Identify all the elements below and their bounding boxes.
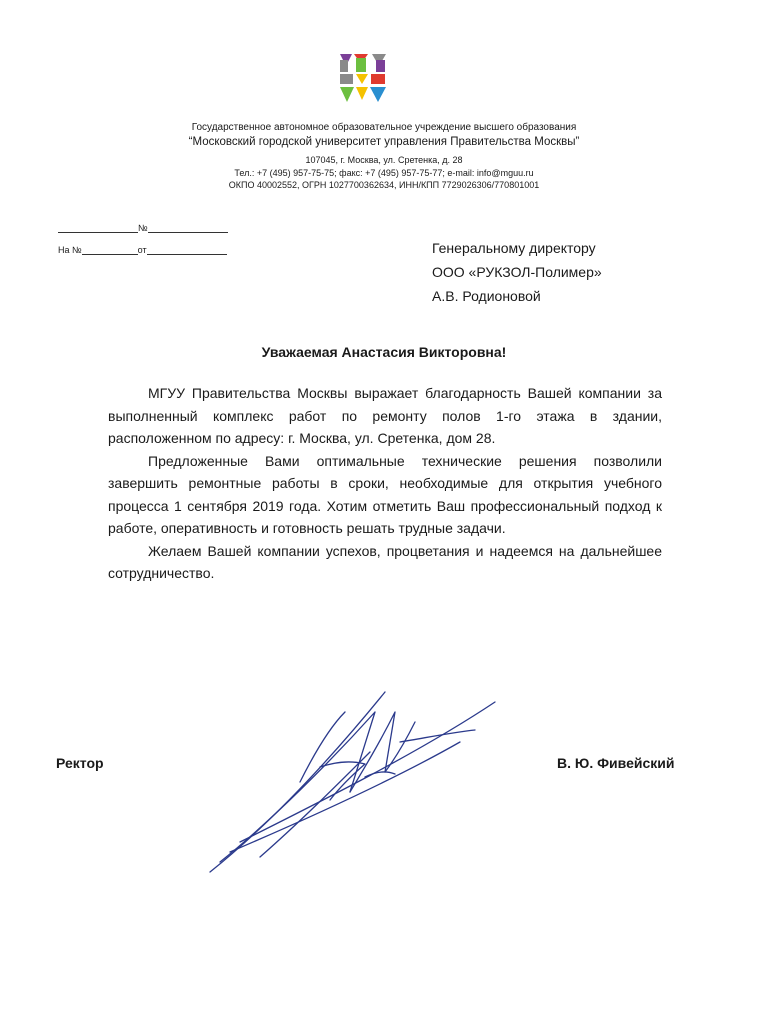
from-label: от xyxy=(137,245,147,255)
outgoing-date-line xyxy=(58,222,138,233)
letter-body xyxy=(108,382,662,585)
salutation: Уважаемая Анастасия Викторовна! xyxy=(261,344,507,360)
handwritten-signature-icon xyxy=(200,682,510,882)
body-paragraph-2: Предложенные Вами оптимальные технические решения позволили завершить ремонтные работы в сроки, необходимые для открытия учебного процесса 1 сентября 2019 года. Хотим отметить Ваш профессиональный подход к работе, оперативность и готовность решать трудные задачи. xyxy=(108,452,662,536)
outgoing-number-line xyxy=(148,222,228,233)
organization-name: “Московский городской университет управления Правительства Москвы” xyxy=(188,136,580,148)
on-number-label: На № xyxy=(58,245,82,255)
addressee-person: А.В. Родионовой xyxy=(432,288,541,304)
incoming-date-line xyxy=(147,244,227,255)
organization-address: 107045, г. Москва, ул. Сретенка, д. 28 xyxy=(305,155,463,165)
addressee-position: Генеральному директору xyxy=(432,240,596,256)
addressee-block xyxy=(432,236,602,308)
number-mark: № xyxy=(138,223,148,233)
outgoing-number-field xyxy=(58,222,228,233)
signer-title: Ректор xyxy=(56,755,104,771)
organization-contacts: Тел.: +7 (495) 957-75-75; факс: +7 (495) 957-75-77; e-mail: info@mguu.ru xyxy=(234,168,534,178)
university-logo-icon xyxy=(338,52,388,104)
signer-name: В. Ю. Фивейский xyxy=(557,755,675,771)
incoming-number-line xyxy=(82,244,138,255)
incoming-reference-field xyxy=(58,244,227,255)
body-paragraph-3: Желаем Вашей компании успехов, процветания и надеемся на дальнейшее сотрудничество. xyxy=(108,542,662,581)
organization-type: Государственное автономное образовательное учреждение высшего образования xyxy=(191,122,577,133)
organization-codes: ОКПО 40002552, ОГРН 1027700362634, ИНН/КПП 7729026306/770801001 xyxy=(228,180,540,190)
addressee-company: ООО «РУКЗОЛ-Полимер» xyxy=(432,264,602,280)
body-paragraph-1: МГУУ Правительства Москвы выражает благодарность Вашей компании за выполненный комплекс работ по ремонту полов 1-го этажа в здании, расположенном по адресу: г. Москва, ул. Сретенка, дом 28. xyxy=(108,385,662,446)
